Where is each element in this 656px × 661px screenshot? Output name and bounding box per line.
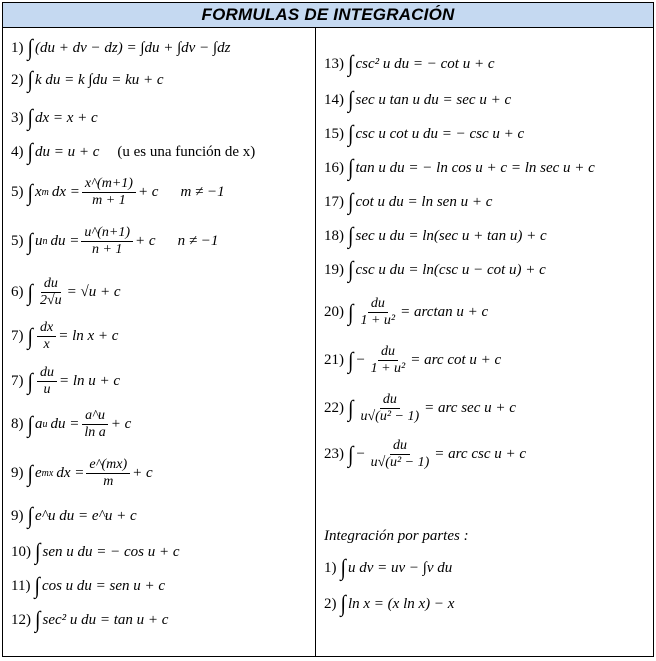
formula-row <box>324 555 649 581</box>
fraction-denominator: u√(u² − 1) <box>360 409 420 425</box>
fraction-numerator: e^(mx) <box>86 457 130 474</box>
formula-number: 11) <box>11 577 31 594</box>
formula-fraction <box>86 457 130 490</box>
formula-number: 5) <box>11 184 24 201</box>
fraction-denominator: u√(u² − 1) <box>370 455 430 471</box>
fraction-denominator: m + 1 <box>92 193 126 209</box>
fraction-numerator: du <box>37 365 57 382</box>
formula-row <box>324 155 649 181</box>
fraction-denominator: 1 + u² <box>370 361 406 377</box>
formula-fraction <box>82 176 136 209</box>
fraction-denominator: m <box>103 474 114 490</box>
formula-base: a <box>34 416 43 433</box>
integral-sign: ∫ <box>348 223 354 249</box>
fraction-numerator: du <box>41 276 61 293</box>
formula-row <box>11 573 311 599</box>
integral-sign: ∫ <box>27 35 33 61</box>
formula-exponent: u <box>42 419 48 431</box>
formula-row <box>11 35 311 61</box>
integral-sign: ∫ <box>348 155 354 181</box>
formula-row <box>11 607 311 633</box>
formula-number: 23) <box>324 446 344 463</box>
fraction-denominator: u <box>43 382 51 398</box>
formula-tail: = arc csc u + c <box>434 446 527 463</box>
formula-condition: n ≠ −1 <box>177 233 219 250</box>
formula-number: 14) <box>324 91 344 108</box>
formula-number: 22) <box>324 400 344 417</box>
formula-expression: sec u du = ln(sec u + tan u) + c <box>355 227 547 244</box>
formula-row <box>324 223 649 249</box>
formula-exponent: m <box>41 187 49 199</box>
formula-number: 4) <box>11 143 24 160</box>
formula-expression: sen u du = − cos u + c <box>42 543 180 560</box>
fraction-numerator: du <box>380 392 400 409</box>
integral-sign: ∫ <box>35 539 41 565</box>
formula-number: 7) <box>11 373 24 390</box>
integral-sign: ∫ <box>27 368 33 395</box>
formula-tail: + c <box>132 465 153 482</box>
formula-condition: m ≠ −1 <box>180 184 225 201</box>
integral-sign: ∫ <box>27 105 33 131</box>
formula-row <box>11 276 311 309</box>
fraction-denominator: n + 1 <box>91 242 123 258</box>
formula-note: (u es una función de x) <box>117 143 256 160</box>
integral-sign: ∫ <box>340 591 346 617</box>
formula-number: 1) <box>11 39 24 56</box>
integral-sign: ∫ <box>27 411 33 438</box>
formula-expression: cos u du = sen u + c <box>41 577 166 594</box>
formula-tail: + c <box>135 233 156 250</box>
formula-fraction <box>37 276 65 309</box>
integral-sign: ∫ <box>348 347 354 374</box>
formula-number: 13) <box>324 55 344 72</box>
formula-row <box>324 296 649 329</box>
formula-tail: = arc sec u + c <box>424 400 516 417</box>
formula-row <box>324 87 649 113</box>
formula-sheet <box>2 2 654 657</box>
formula-number: 19) <box>324 261 344 278</box>
formula-row <box>11 105 311 131</box>
formula-tail: = arctan u + c <box>400 304 489 321</box>
formula-row <box>324 344 649 377</box>
formula-number: 2) <box>11 71 24 88</box>
fraction-numerator: x^(m+1) <box>82 176 136 193</box>
formula-lead: − <box>355 352 366 369</box>
formula-expression: sec² u du = tan u + c <box>42 611 169 628</box>
integral-sign: ∫ <box>27 460 33 487</box>
formula-base: u <box>34 233 43 250</box>
integral-sign: ∫ <box>340 555 346 581</box>
integral-sign: ∫ <box>348 87 354 113</box>
left-column <box>3 28 315 656</box>
formula-fraction <box>37 320 56 353</box>
formula-number: 18) <box>324 227 344 244</box>
formula-expression: du = u + c <box>34 143 100 160</box>
formula-fraction <box>37 365 57 398</box>
formula-tail: = arc cot u + c <box>410 352 502 369</box>
fraction-numerator: du <box>368 296 388 313</box>
formula-row <box>324 438 649 471</box>
integral-sign: ∫ <box>27 323 33 350</box>
formula-fraction <box>81 408 108 441</box>
formula-base: x <box>34 184 42 201</box>
formula-expression: ln x = (x ln x) − x <box>347 595 455 612</box>
formula-tail: + c <box>110 416 132 433</box>
formula-number: 9) <box>11 465 24 482</box>
formula-expression: cot u du = ln sen u + c <box>355 193 493 210</box>
formula-row <box>11 539 311 565</box>
formula-number: 7) <box>11 328 24 345</box>
formula-post: du = <box>50 233 80 250</box>
formula-number: 1) <box>324 559 337 576</box>
formula-number: 6) <box>11 284 24 301</box>
formula-lead: − <box>355 446 366 463</box>
integral-sign: ∫ <box>348 299 354 326</box>
formula-fraction <box>368 344 409 377</box>
integral-sign: ∫ <box>27 228 33 255</box>
fraction-numerator: du <box>390 438 410 455</box>
formula-exponent: n <box>42 236 48 248</box>
integral-sign: ∫ <box>35 607 41 633</box>
fraction-numerator: dx <box>37 320 56 337</box>
formula-row <box>324 392 649 425</box>
formula-expression: sec u tan u du = sec u + c <box>355 91 512 108</box>
page-title: FORMULAS DE INTEGRACIÓN <box>3 3 653 28</box>
formula-row <box>11 503 311 529</box>
fraction-numerator: a^u <box>82 408 108 425</box>
integral-sign: ∫ <box>348 441 354 468</box>
formula-expression: u dv = uv − ∫v du <box>347 559 453 576</box>
integral-sign: ∫ <box>27 279 33 306</box>
formula-row <box>324 257 649 283</box>
integral-sign: ∫ <box>348 395 354 422</box>
integral-sign: ∫ <box>348 189 354 215</box>
formula-row <box>11 365 311 398</box>
formula-expression: csc u cot u du = − csc u + c <box>355 125 525 142</box>
formula-number: 16) <box>324 159 344 176</box>
formula-number: 15) <box>324 125 344 142</box>
formula-row <box>324 591 649 617</box>
formula-row <box>11 408 311 441</box>
integral-sign: ∫ <box>348 121 354 147</box>
formula-row <box>11 176 311 209</box>
formula-expression: tan u du = − ln cos u + c = ln sec u + c <box>355 159 595 176</box>
integral-sign: ∫ <box>348 51 354 77</box>
formula-row <box>11 225 311 258</box>
formula-tail: + c <box>137 184 159 201</box>
fraction-numerator: du <box>378 344 398 361</box>
formula-post: du = <box>50 416 80 433</box>
formula-fraction <box>368 438 433 471</box>
formula-exponent: mx <box>41 468 54 480</box>
formula-post: dx = <box>56 465 85 482</box>
formula-number: 9) <box>11 507 24 524</box>
formula-number: 3) <box>11 109 24 126</box>
formula-tail: = ln x + c <box>58 328 119 345</box>
integral-sign: ∫ <box>27 503 33 529</box>
formula-number: 2) <box>324 595 337 612</box>
formula-expression: e^u du = e^u + c <box>34 507 137 524</box>
formula-base: e <box>34 465 42 482</box>
formula-fraction <box>357 392 422 425</box>
formula-row <box>324 189 649 215</box>
fraction-denominator: x <box>43 337 50 353</box>
integral-sign: ∫ <box>34 573 40 599</box>
fraction-denominator: 2√u <box>39 293 62 309</box>
formula-number: 10) <box>11 543 31 560</box>
parts-section-title: Integración por partes : <box>324 528 469 544</box>
formula-row <box>324 121 649 147</box>
formula-number: 5) <box>11 233 24 250</box>
formula-expression: dx = x + c <box>34 109 98 126</box>
formula-tail: = √u + c <box>66 284 121 301</box>
formula-row <box>11 139 311 165</box>
formula-tail: = ln u + c <box>58 373 121 390</box>
formula-row <box>324 51 649 77</box>
formula-number: 17) <box>324 193 344 210</box>
formula-row <box>11 67 311 93</box>
formula-fraction <box>81 225 133 258</box>
formula-number: 20) <box>324 304 344 321</box>
formula-post: dx = <box>51 184 80 201</box>
formula-row <box>11 457 311 490</box>
formula-expression: csc² u du = − cot u + c <box>355 55 495 72</box>
formula-fraction <box>357 296 398 329</box>
fraction-denominator: 1 + u² <box>360 313 396 329</box>
fraction-numerator: u^(n+1) <box>81 225 133 242</box>
integral-sign: ∫ <box>348 257 354 283</box>
formula-number: 12) <box>11 611 31 628</box>
formula-expression: csc u du = ln(csc u − cot u) + c <box>355 261 546 278</box>
right-column <box>316 28 653 656</box>
formula-columns <box>3 28 653 656</box>
integral-sign: ∫ <box>27 67 33 93</box>
formula-row <box>11 320 311 353</box>
integral-sign: ∫ <box>27 139 33 165</box>
formula-expression: (du + dv − dz) = ∫du + ∫dv − ∫dz <box>34 39 231 56</box>
formula-number: 21) <box>324 352 344 369</box>
fraction-denominator: ln a <box>84 425 106 441</box>
formula-expression: k du = k ∫du = ku + c <box>34 71 164 88</box>
formula-number: 8) <box>11 416 24 433</box>
integral-sign: ∫ <box>27 179 33 206</box>
